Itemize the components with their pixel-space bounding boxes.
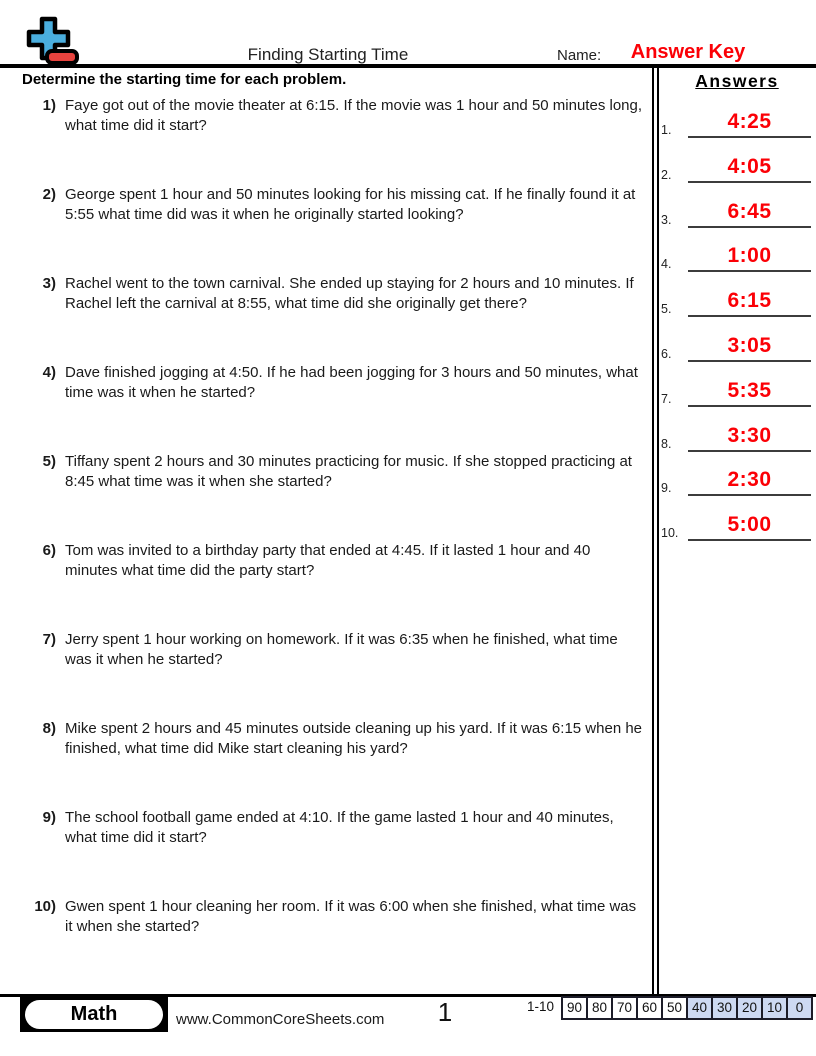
answer-row-5 [661,277,811,317]
answer-value: 3:05 [727,334,772,357]
name-label: Name: [557,47,602,64]
problem-number: 3) [42,275,56,292]
problem-number: 4) [42,364,56,381]
answer-number: 3. [661,212,672,227]
website-text: www.CommonCoreSheets.com [176,1011,385,1028]
score-cell-30: 30 [711,996,738,1020]
problem-1 [28,96,644,135]
problem-text: The school football game ended at 4:10. If the game lasted 1 hour and 40 minutes, what time did it start? [65,809,614,846]
answer-row-10 [661,501,811,541]
answer-row-6 [661,322,811,362]
problem-number: 9) [42,809,56,826]
score-table [527,996,813,1020]
answer-blank [688,334,811,362]
answer-row-4 [661,232,811,272]
problem-text: Jerry spent 1 hour working on homework. If it was 6:35 when he finished, what time was it when he started? [65,631,618,668]
answers-header [661,71,813,92]
answer-blank [688,155,811,183]
score-cell-90: 90 [561,996,588,1020]
page-number: 1 [437,997,453,1027]
answer-blank [688,424,811,452]
answer-value: 5:00 [727,513,772,537]
score-cell-70: 70 [611,996,638,1020]
answer-value: 3:30 [727,423,772,447]
problem-text: Mike spent 2 hours and 45 minutes outside cleaning up his yard. If it was 6:15 when he finished, what time did Mike start cleaning his yard? [65,720,643,757]
answer-value: 6:45 [727,199,772,223]
answer-row-3 [661,188,811,228]
problem-7 [28,630,644,669]
problem-number: 2) [42,186,56,203]
answer-number: 10. [661,526,679,541]
problem-text: Faye got out of the movie theater at 6:15. If the movie was 1 hour and 50 minutes long, what time did it start? [65,97,643,134]
answers-column-divider [652,68,659,994]
score-cell-80: 80 [586,996,613,1020]
answer-number: 2. [661,167,672,182]
answer-number: 4. [661,257,672,272]
problem-number: 8) [42,720,56,737]
score-cell-20: 20 [736,996,763,1020]
page-title: Finding Starting Time [247,45,409,64]
problem-text: Tiffany spent 2 hours and 30 minutes practicing for music. If she stopped practicing at 8:45 what time was it when she started? [65,453,632,490]
answer-key-label: Answer Key [630,41,746,63]
problem-number: 10) [34,898,56,915]
answers-title: Answers [695,71,779,91]
answer-row-9 [661,456,811,496]
answer-number: 9. [661,481,672,496]
answer-row-7 [661,367,811,407]
answer-value: 4:25 [727,110,772,133]
answer-value: 5:35 [727,378,772,402]
problem-2 [28,185,644,224]
answer-blank [688,110,811,138]
answer-value: 2:30 [727,468,772,492]
subject-badge [20,997,168,1032]
answer-number: 8. [661,436,672,451]
problem-text: Dave finished jogging at 4:50. If he had been jogging for 3 hours and 50 minutes, what time was it when he started? [65,364,638,401]
problem-9 [28,808,644,847]
problem-text: George spent 1 hour and 50 minutes looking for his missing cat. If he finally found it at 5:55 what time did was it when he originally started looking? [65,186,636,223]
answer-blank [688,289,811,317]
problem-3 [28,274,644,313]
answer-blank [688,200,811,228]
score-range-label: 1-10 [527,999,555,1014]
answer-value: 4:05 [727,154,772,178]
score-cell-60: 60 [636,996,663,1020]
answer-row-8 [661,412,811,452]
score-cell-10: 10 [761,996,788,1020]
problem-4 [28,363,644,402]
score-cell-40: 40 [686,996,713,1020]
problem-8 [28,719,644,758]
score-cell-0: 0 [786,996,813,1020]
problem-5 [28,452,644,491]
problem-number: 7) [42,631,56,648]
answer-blank [688,244,811,272]
answer-blank [688,468,811,496]
answer-number: 1. [661,123,672,137]
answer-row-2 [661,143,811,183]
header-divider [0,64,816,68]
problem-6 [28,541,644,580]
problem-text: Tom was invited to a birthday party that ended at 4:45. If it lasted 1 hour and 40 minutes what time did the party start? [65,542,591,579]
problem-10 [28,897,644,936]
score-cell-50: 50 [661,996,688,1020]
answer-blank [688,513,811,541]
answer-number: 6. [661,347,672,361]
problem-number: 1) [42,97,56,114]
problem-text: Gwen spent 1 hour cleaning her room. If it was 6:00 when she finished, what time was it when she started? [65,898,637,935]
answer-row-1 [661,98,811,138]
problem-number: 5) [42,453,56,470]
answer-number: 5. [661,302,672,317]
problem-number: 6) [42,542,56,559]
answer-number: 7. [661,391,672,406]
problem-text: Rachel went to the town carnival. She ended up staying for 2 hours and 10 minutes. If Rachel left the carnival at 8:55, what time did she originally get there? [65,275,634,312]
subject-label: Math [25,1000,163,1029]
answer-blank [688,379,811,407]
answer-value: 1:00 [727,244,772,268]
answer-value: 6:15 [727,289,772,313]
instruction-text: Determine the starting time for each problem. [22,71,347,88]
